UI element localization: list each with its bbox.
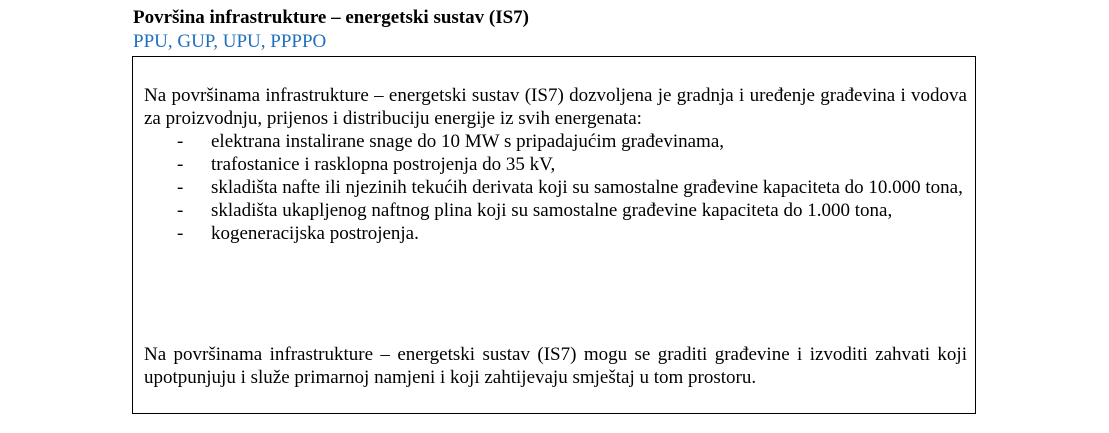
section-heading: Površina infrastrukture – energetski sustav (IS7): [133, 7, 530, 28]
list-bullet: -: [177, 154, 184, 175]
content-box: [132, 56, 976, 414]
plan-types-subheading: PPU, GUP, UPU, PPPPO: [133, 31, 327, 52]
list-item-text: kogeneracijska postrojenja.: [211, 223, 419, 244]
list-item-text: skladišta nafte ili njezinih tekućih derivata koji su samostalne građevine kapaciteta do 10.000 tona,: [211, 177, 963, 198]
permitted-items-list: [144, 130, 967, 245]
list-item-text: trafostanice i rasklopna postrojenja do 35 kV,: [211, 154, 556, 175]
list-bullet: -: [177, 200, 184, 221]
list-bullet: -: [177, 223, 184, 244]
list-item: [144, 153, 967, 176]
list-bullet: -: [177, 131, 184, 152]
list-item-text: elektrana instalirane snage do 10 MW s pripadajućim građevinama,: [211, 131, 724, 152]
closing-paragraph: Na površinama infrastrukture – energetski sustav (IS7) mogu se graditi građevine i izvoditi zahvati koji upotpunjuju i služe primarnoj namjeni i koji zahtijevaju smještaj u tom prostoru.: [144, 344, 967, 388]
list-bullet: -: [177, 177, 184, 198]
list-item-text: skladišta ukapljenog naftnog plina koji su samostalne građevine kapaciteta do 1.000 tona,: [211, 200, 893, 221]
intro-paragraph: Na površinama infrastrukture – energetski sustav (IS7) dozvoljena je gradnja i uređenje građevina i vodova za proizvodnju, prijenos i distribuciju energije iz svih energenata:: [144, 85, 967, 129]
list-item: [144, 222, 967, 245]
list-item: [144, 176, 967, 199]
list-item: [144, 199, 967, 222]
list-item: [144, 130, 967, 153]
